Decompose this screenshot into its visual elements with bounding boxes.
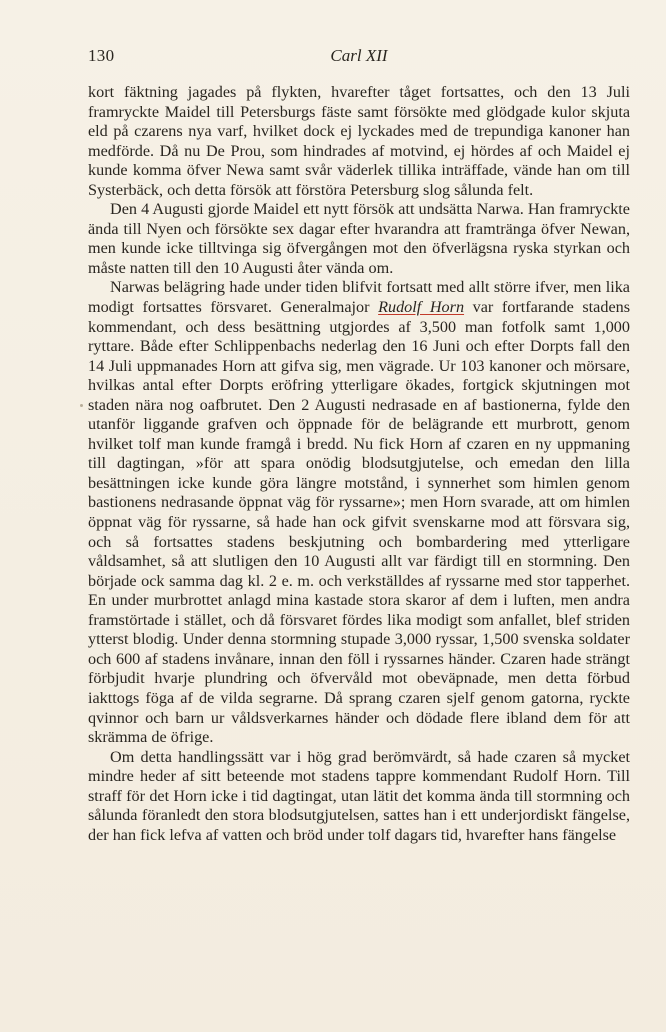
body-text bbox=[88, 83, 630, 845]
paragraph bbox=[88, 83, 630, 200]
running-title: Carl XII bbox=[330, 46, 388, 65]
paragraph bbox=[88, 278, 630, 747]
paragraph-text: Narwas belägring hade under tiden blifvit fortsatt med allt större ifver, men lika modigt fortsattes försvaret. Generalmajor bbox=[88, 278, 630, 317]
margin-mark bbox=[80, 404, 83, 407]
paragraph-text: Om detta handlingssätt var i hög grad berömvärdt, så hade czaren så mycket mindre heder af sitt beteende mot stadens tappre kommendant Rudolf Horn. Till straff för det Horn icke i tid dagtingat, utan lätit det komma ända till stormning och sålunda föranledt den stora blodsutgjutelsen, sattes han i ett underjordiskt fängelse, der han fick lefva af vatten och bröd under tolf dagars tid, hvarefter hans fängelse bbox=[88, 747, 630, 844]
paragraph-text: var fortfarande stadens kommendant, och dess besättning utgjordes af 3,500 man fotfolk samt 1,000 ryttare. Både efter Schlippenbachs nederlag den 16 Juni och efter Dorpts fall den 14 Juli uppmanades Horn att gifva sig, men vägrade. Ur 103 kanoner och mörsare, hvilkas antal efter Dorpts eröfring ytterligare ökades, fortgick skjutningen mot staden nära nog oafbrutet. Den 2 Augusti nedrasade en af bastionerna, fylde den utanför liggande grafven och öppnade för de belägrande ett murbrott, genom hvilket tolf man kunde framgå i bredd. Nu fick Horn af czaren en ny uppmaning till dagtingan, »för att spara onödig blodsutgjutelse, och emedan den lilla besättningen icke kunde göra längre motstånd, i synnerhet som himlen genom bastionens nedrasande öppnat väg för ryssarne»; men Horn svarade, att om himlen öppnat väg för ryssarne, så hade han ock gifvit svenskarne mod att försvara sig, och så fortsattes stadens beskjutning och bombardering med ytterligare våldsamhet, så att slutligen den 10 Augusti allt var färdigt till en stormning. Den började ock samma dag kl. 2 e. m. och verkställdes af ryssarne med stor tapperhet. En under murbrottet anlagd mina kastade stora skaror af dem i luften, men andra framstörtade i stället, och då försvaret fördes lika modigt som anfallet, blef striden ytterst blodig. Under denna stormning stupade 3,000 ryssar, 1,500 svenska soldater och 600 af stadens invånare, innan den föll i ryssarnes händer. Czaren hade strängt förbjudit hvarje plundring och öfvervåld mot obeväpnade, men detta förbud iakttogs föga af de vilda segrarne. Då sprang czaren sjelf genom gatorna, ryckte qvinnor och barn ur våldsverkarnes händer och dödade flere ibland dem för att skrämma de öfrige. bbox=[88, 298, 631, 747]
paragraph-text: Den 4 Augusti gjorde Maidel ett nytt försök att undsätta Narwa. Han framryckte ända till Nyen och försökte sex dagar efter hvarandra att framtränga öfver Newan, men kunde icke tilltvinga sig öfvergången mot den öfverlägsna ryska styrkan och måste natten till den 10 Augusti åter vända om. bbox=[88, 200, 630, 277]
page-header bbox=[88, 46, 630, 70]
paragraph bbox=[88, 748, 630, 846]
paragraph-text: kort fäktning jagades på flykten, hvarefter tåget fortsattes, och den 13 Juli framryckte Maidel till Petersburgs fäste samt försökte med glödgade kulor skjuta eld på czarens nya varf, hvilket dock ej lyckades med de trepundiga kanoner han medförde. Då nu De Prou, som hindrades af motvind, ej hördes af och Maidel ej kunde komma öfver Newa samt svår väderlek tillika inträffade, vände han om till Systerbäck, och detta försök att förstöra Petersburg slog sålunda felt. bbox=[88, 83, 630, 199]
page-number: 130 bbox=[88, 46, 115, 65]
paragraph bbox=[88, 200, 630, 278]
emphasized-name: Rudolf Horn bbox=[378, 298, 465, 317]
